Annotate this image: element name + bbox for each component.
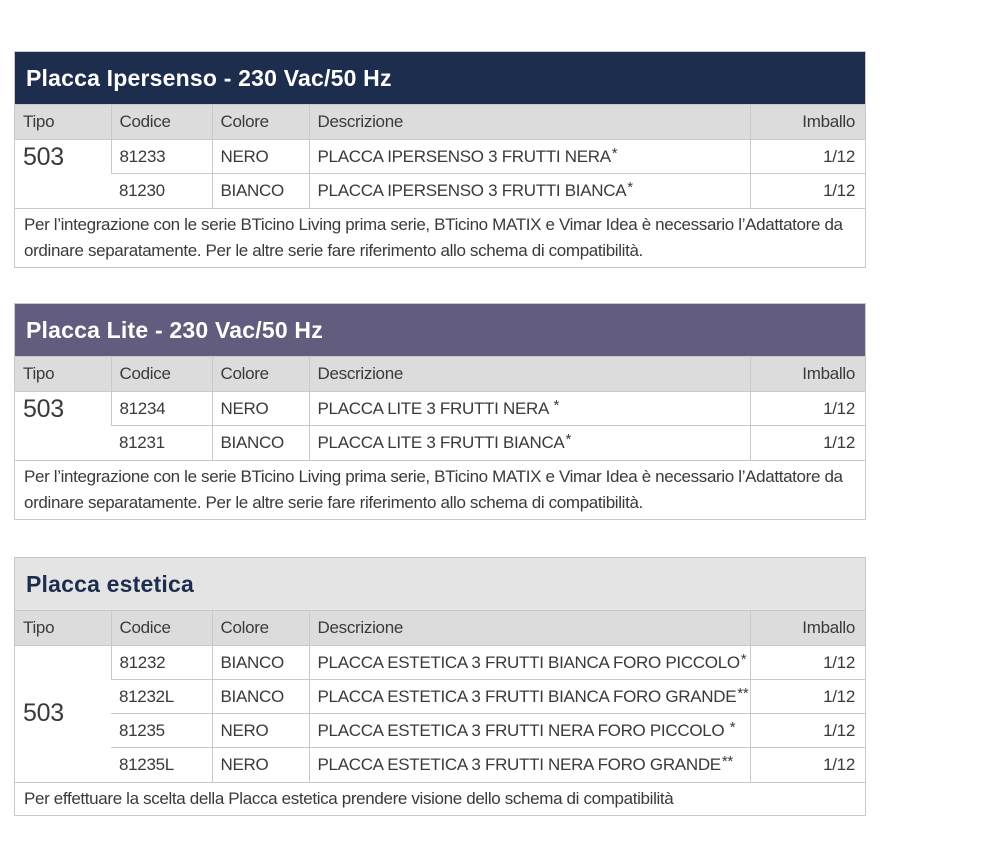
table-placca-estetica [14,557,866,816]
column-header-codice: Codice [111,611,212,646]
footnote-mark: * [565,430,572,448]
column-header-descrizione: Descrizione [309,611,750,646]
imballo-cell: 1/12 [750,140,865,174]
table-title: Placca estetica [15,558,865,610]
imballo-cell: 1/12 [750,748,865,782]
column-header-imballo: Imballo [750,105,865,140]
codice-cell: 81235L [111,748,212,782]
colore-cell: NERO [212,714,309,748]
column-header-colore: Colore [212,105,309,140]
colore-cell: BIANCO [212,646,309,680]
descrizione-text: PLACCA IPERSENSO 3 FRUTTI NERA [317,146,611,166]
descrizione-cell [309,748,750,782]
column-header-tipo: Tipo [15,611,111,646]
codice-cell: 81235 [111,714,212,748]
table-placca-ipersenso [14,51,866,268]
footnote-mark: * [729,718,736,736]
column-header-codice: Codice [111,357,212,392]
colore-cell: NERO [212,392,309,426]
table-placca-lite [14,303,866,520]
imballo-cell: 1/12 [750,646,865,680]
colore-cell: BIANCO [212,174,309,208]
table-row [15,714,865,748]
table-title: Placca Lite - 230 Vac/50 Hz [15,304,865,356]
footnote-mark: * [740,650,747,668]
colore-cell: NERO [212,748,309,782]
descrizione-cell [309,392,750,426]
tipo-cell: 503 [15,140,111,208]
column-header-imballo: Imballo [750,611,865,646]
descrizione-cell [309,714,750,748]
descrizione-text: PLACCA ESTETICA 3 FRUTTI NERA FORO PICCOLO [317,720,729,740]
colore-cell: NERO [212,140,309,174]
descrizione-cell [309,174,750,208]
descrizione-cell [309,646,750,680]
column-header-row [15,357,865,392]
footnote-mark: * [553,396,560,414]
descrizione-text: PLACCA IPERSENSO 3 FRUTTI BIANCA [317,180,627,200]
column-header-colore: Colore [212,611,309,646]
table-row [15,748,865,782]
descrizione-cell [309,680,750,714]
column-header-row [15,105,865,140]
codice-cell: 81232L [111,680,212,714]
footnote-mark: ** [721,752,733,770]
imballo-cell: 1/12 [750,392,865,426]
imballo-cell: 1/12 [750,680,865,714]
column-header-descrizione: Descrizione [309,105,750,140]
codice-cell: 81234 [111,392,212,426]
table-row [15,426,865,460]
table-row [15,680,865,714]
footnote-mark: * [627,178,633,196]
table-note: Per l’integrazione con le serie BTicino Living prima serie, BTicino MATIX e Vimar Idea è necessario l’Adattatore da ordinare separatamente. Per le altre serie fare riferimento allo schema di compatibilità. [15,208,865,267]
codice-cell: 81230 [111,174,212,208]
table-title: Placca Ipersenso - 230 Vac/50 Hz [15,52,865,104]
imballo-cell: 1/12 [750,714,865,748]
descrizione-text: PLACCA ESTETICA 3 FRUTTI BIANCA FORO GRANDE [317,686,737,706]
colore-cell: BIANCO [212,680,309,714]
table-row [15,174,865,208]
descrizione-text: PLACCA LITE 3 FRUTTI NERA [317,398,553,418]
imballo-cell: 1/12 [750,426,865,460]
codice-cell: 81231 [111,426,212,460]
descrizione-cell [309,140,750,174]
product-table [15,610,865,782]
column-header-codice: Codice [111,105,212,140]
descrizione-text: PLACCA ESTETICA 3 FRUTTI BIANCA FORO PICCOLO [317,652,740,672]
table-row [15,140,865,174]
table-note: Per effettuare la scelta della Placca estetica prendere visione dello schema di compatibilità [15,782,865,815]
imballo-cell: 1/12 [750,174,865,208]
column-header-tipo: Tipo [15,357,111,392]
tipo-cell: 503 [15,392,111,460]
footnote-mark: ** [737,684,749,702]
table-note: Per l’integrazione con le serie BTicino Living prima serie, BTicino MATIX e Vimar Idea è necessario l’Adattatore da ordinare separatamente. Per le altre serie fare riferimento allo schema di compatibilità. [15,460,865,519]
footnote-mark: * [611,144,618,162]
product-table [15,356,865,460]
product-table [15,104,865,208]
descrizione-cell [309,426,750,460]
column-header-colore: Colore [212,357,309,392]
table-row [15,646,865,680]
codice-cell: 81233 [111,140,212,174]
column-header-row [15,611,865,646]
tipo-cell: 503 [15,646,111,782]
descrizione-text: PLACCA ESTETICA 3 FRUTTI NERA FORO GRANDE [317,754,721,774]
descrizione-text: PLACCA LITE 3 FRUTTI BIANCA [317,432,565,452]
column-header-descrizione: Descrizione [309,357,750,392]
table-row [15,392,865,426]
colore-cell: BIANCO [212,426,309,460]
codice-cell: 81232 [111,646,212,680]
column-header-tipo: Tipo [15,105,111,140]
column-header-imballo: Imballo [750,357,865,392]
